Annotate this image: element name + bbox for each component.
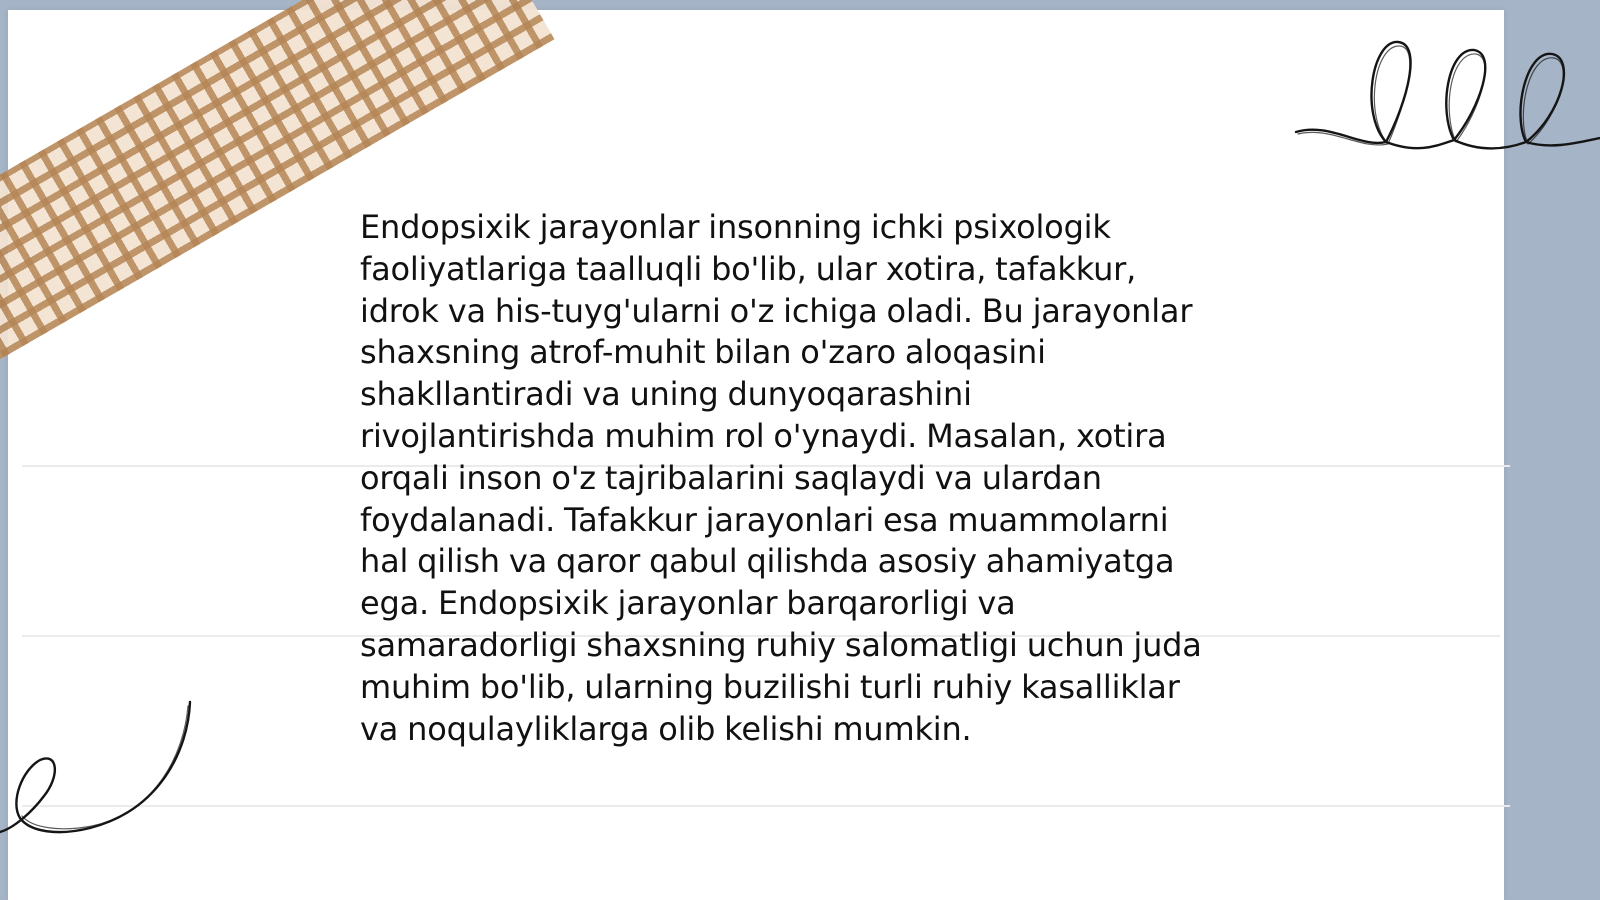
paragraph-line: shakllantiradi va uning dunyoqarashini — [360, 375, 972, 414]
paragraph-line: muhim bo'lib, ularning buzilishi turli ruhiy kasalliklar — [360, 667, 1180, 706]
paragraph-line: faoliyatlariga taalluqli bo'lib, ular xotira, tafakkur, — [360, 249, 1137, 288]
body-paragraph — [360, 207, 1260, 750]
paragraph-line: shaxsning atrof-muhit bilan o'zaro aloqasini — [360, 333, 1046, 372]
ruled-line — [22, 805, 1510, 807]
paragraph-line: samaradorligi shaxsning ruhiy salomatligi uchun juda — [360, 625, 1202, 664]
paragraph-line: va noqulayliklarga olib kelishi mumkin. — [360, 709, 972, 748]
paragraph-line: ega. Endopsixik jarayonlar barqarorligi va — [360, 584, 1016, 623]
paragraph-line: idrok va his-tuyg'ularni o'z ichiga oladi. Bu jarayonlar — [360, 291, 1193, 330]
paragraph-line: hal qilish va qaror qabul qilishda asosiy ahamiyatga — [360, 542, 1175, 581]
paragraph-line: rivojlantirishda muhim rol o'ynaydi. Masalan, xotira — [360, 416, 1167, 455]
paragraph-line: orqali inson o'z tajribalarini saqlaydi va ulardan — [360, 458, 1102, 497]
paragraph-line: Endopsixik jarayonlar insonning ichki psixologik — [360, 208, 1111, 246]
paragraph-line: foydalanadi. Tafakkur jarayonlari esa muammolarni — [360, 500, 1169, 539]
